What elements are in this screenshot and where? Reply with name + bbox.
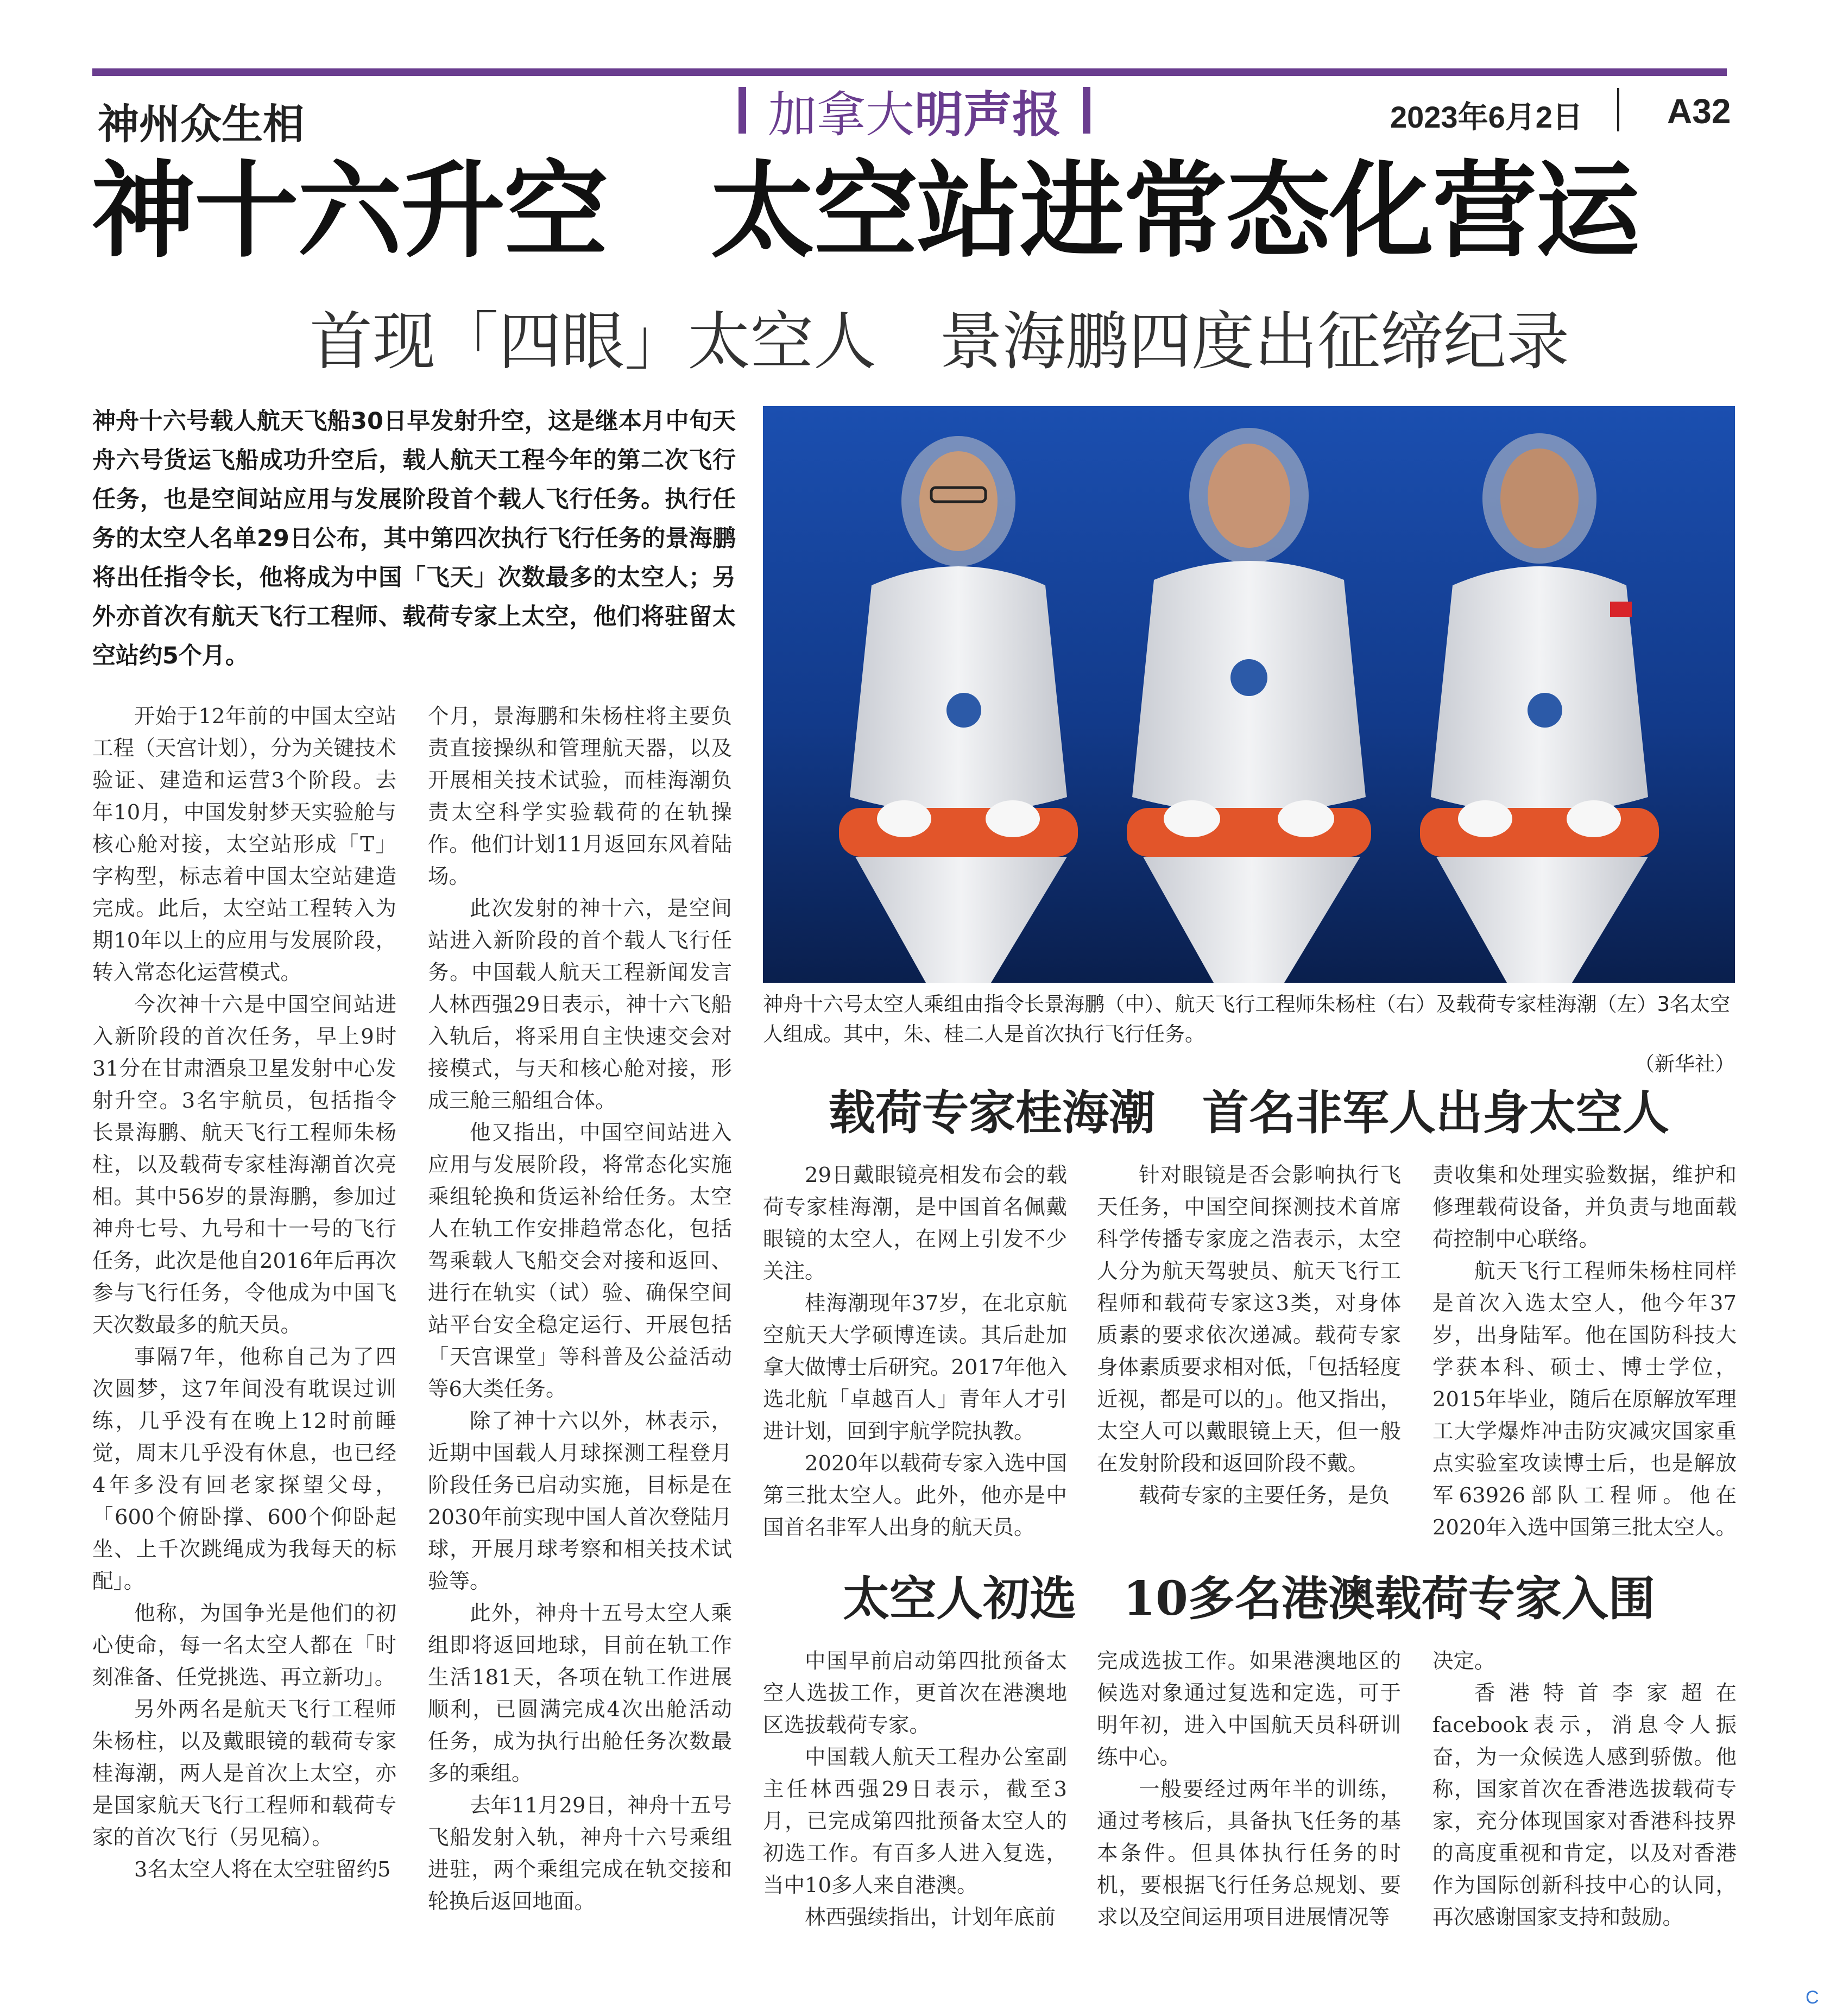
paragraph: 3名太空人将在太空驻留约5 <box>134 1857 391 1882</box>
paragraph: 2020年以载荷专家入选中国第三批太空人。此外，他亦是中国首名非军人出身的航天员。 <box>763 1451 1067 1540</box>
section-title: 神州众生相 <box>98 100 304 148</box>
main-story-column-1 <box>92 700 396 1949</box>
paragraph: 中国载人航天工程办公室副主任林西强29日表示，截至3月，已完成第四批预备太空人的初选工作。有百多人进入复选，当中10多人来自港澳。 <box>763 1745 1067 1898</box>
sub-headline: 首现「四眼」太空人 景海鹏四度出征缔纪录 <box>310 305 1569 378</box>
main-story-column-2 <box>428 700 732 1949</box>
caption-text: 神舟十六号太空人乘组由指令长景海鹏（中）、航天飞行工程师朱杨柱（右）及载荷专家桂海潮（左）3名太空人组成。其中，朱、桂二人是首次执行飞行任务。 <box>763 993 1731 1046</box>
paragraph: 今次神十六是中国空间站进入新阶段的首次任务，早上9时31分在甘肃酒泉卫星发射中心发射升空。3名宇航员，包括指令长景海鹏、航天飞行工程师朱杨柱，以及载荷专家桂海潮首次亮相。其中56岁的景海鹏，参加过神舟七号、九号和十一号的飞行任务，此次是他自2016年后再次参与飞行任务，令他成为中国飞天次数最多的航天员。 <box>92 993 396 1337</box>
paragraph: 中国早前启动第四批预备太空人选拔工作，更首次在港澳地区选拔载荷专家。 <box>763 1649 1067 1737</box>
paragraph: 航天飞行工程师朱杨柱同样是首次入选太空人，他今年37岁，出身陆军。他在国防科技大学获本科、硕士、博士学位，2015年毕业，随后在原解放军理工大学爆炸冲击防灾减灾国家重点实验室攻读博士后，也是解放军63926部队工程师。他在2020年入选中国第三批太空人。 <box>1432 1259 1737 1540</box>
story2-column-2 <box>1097 1159 1401 1556</box>
paragraph: 去年11月29日，神舟十五号飞船发射入轨，神舟十六号乘组进驻，两个乘组完成在轨交接和轮换后返回地面。 <box>428 1793 732 1914</box>
story3-headline: 太空人初选 10多名港澳载荷专家入围 <box>843 1571 1655 1626</box>
brand-prefix: 加拿大 <box>768 86 914 143</box>
photo-caption <box>763 989 1735 1079</box>
main-headline: 神十六升空 太空站进常态化营运 <box>91 151 1639 272</box>
paragraph: 此外，神舟十五号太空人乘组即将返回地球，目前在轨工作生活181天，各项在轨工作进展顺利，已圆满完成4次出舱活动任务，成为执行出舱任务次数最多的乘组。 <box>428 1601 732 1786</box>
paragraph: 载荷专家的主要任务，是负 <box>1139 1483 1390 1508</box>
paragraph: 一般要经过两年半的训练，通过考核后，具备执飞任务的基本条件。但具体执行任务的时机，要根据飞行任务总规划、要求以及空间运用项目进展情况等 <box>1097 1777 1401 1930</box>
story2-headline: 载荷专家桂海潮 首名非军人出身太空人 <box>829 1085 1669 1140</box>
astronaut-crew-photo <box>763 406 1735 983</box>
story3-column-1 <box>763 1645 1067 1971</box>
paragraph: 除了神十六以外，林表示，近期中国载人月球探测工程登月阶段任务已启动实施，目标是在2030年前实现中国人首次登陆月球，开展月球考察和相关技术试验等。 <box>428 1409 732 1594</box>
brand-bar-right <box>1083 87 1090 134</box>
paragraph: 桂海潮现年37岁，在北京航空航天大学硕博连读。其后赴加拿大做博士后研究。2017年他入选北航「卓越百人」青年人才引进计划，回到宇航学院执教。 <box>763 1291 1067 1444</box>
paragraph: 此次发射的神十六，是空间站进入新阶段的首个载人飞行任务。中国载人航天工程新闻发言人林西强29日表示，神十六飞船入轨后，将采用自主快速交会对接模式，与天和核心舱对接，形成三舱三船组合体。 <box>428 896 732 1113</box>
paragraph: 林西强续指出，计划年底前 <box>805 1905 1056 1930</box>
paragraph: 另外两名是航天飞行工程师朱杨柱，以及戴眼镜的载荷专家桂海潮，两人是首次上太空，亦是国家航天飞行工程师和载荷专家的首次飞行（另见稿）。 <box>92 1697 396 1850</box>
story3-column-2 <box>1097 1645 1401 1971</box>
paragraph: 开始于12年前的中国太空站工程（天宫计划），分为关键技术验证、建造和运营3个阶段。去年10月，中国发射梦天实验舱与核心舱对接，太空站形成「T」字构型，标志着中国太空站建造完成。此后，太空站工程转入为期10年以上的应用与发展阶段，转入常态化运营模式。 <box>92 704 396 985</box>
newspaper-brand <box>739 80 1090 143</box>
photo-illustration <box>763 406 1735 983</box>
paragraph: 决定。 <box>1432 1649 1495 1673</box>
paragraph: 他称，为国争光是他们的初心使命，每一名太空人都在「时刻准备、任党挑选、再立新功」。 <box>92 1601 396 1690</box>
brand-main: 明声报 <box>914 86 1061 143</box>
brand-name <box>768 75 1061 146</box>
photo-credit: （新华社） <box>1634 1052 1735 1076</box>
paragraph: 完成选拔工作。如果港澳地区的候选对象通过复选和定选，可于明年初，进入中国航天员科研训练中心。 <box>1097 1649 1401 1769</box>
page-number: A32 <box>1667 92 1731 131</box>
story2-column-3 <box>1432 1159 1737 1556</box>
paragraph: 他又指出，中国空间站进入应用与发展阶段，将常态化实施乘组轮换和货运补给任务。太空人在轨工作安排趋常态化，包括驾乘载人飞船交会对接和返回、进行在轨实（试）验、确保空间站平台安全稳定运行、开展包括「天宫课堂」等科普及公益活动等6大类任务。 <box>428 1121 732 1401</box>
masthead-divider <box>1617 88 1619 131</box>
lead-paragraph: 神舟十六号载人航天飞船30日早发射升空，这是继本月中旬天舟六号货运飞船成功升空后，载人航天工程今年的第二次飞行任务，也是空间站应用与发展阶段首个载人飞行任务。执行任务的太空人名单29日公布，其中第四次执行飞行任务的景海鹏将出任指令长，他将成为中国「飞天」次数最多的太空人；另外亦首次有航天飞行工程师、载荷专家上太空，他们将驻留太空站约5个月。 <box>92 408 736 669</box>
corner-mark: C <box>1806 1987 1819 2008</box>
brand-bar-left <box>739 87 746 134</box>
paragraph: 29日戴眼镜亮相发布会的载荷专家桂海潮，是中国首名佩戴眼镜的太空人，在网上引发不少关注。 <box>763 1163 1067 1284</box>
paragraph: 责收集和处理实验数据，维护和修理载荷设备，并负责与地面载荷控制中心联络。 <box>1432 1163 1737 1252</box>
paragraph: 个月，景海鹏和朱杨柱将主要负责直接操纵和管理航天器，以及开展相关技术试验，而桂海潮负责太空科学实验载荷的在轨操作。他们计划11月返回东风着陆场。 <box>428 704 732 889</box>
paragraph: 事隔7年，他称自己为了四次圆梦，这7年间没有耽误过训练，几乎没有在晚上12时前睡觉，周末几乎没有休息，也已经4年多没有回老家探望父母，「600个俯卧撑、600个仰卧起坐、上千次跳绳成为我每天的标配」。 <box>92 1345 396 1594</box>
story2-column-1 <box>763 1159 1067 1556</box>
paragraph: 针对眼镜是否会影响执行飞天任务，中国空间探测技术首席科学传播专家庞之浩表示，太空人分为航天驾驶员、航天飞行工程师和载荷专家这3类，对身体质素的要求依次递减。载荷专家身体素质要求相对低，「包括轻度近视，都是可以的」。他又指出，太空人可以戴眼镜上天，但一般在发射阶段和返回阶段不戴。 <box>1097 1163 1401 1476</box>
paragraph: 香港特首李家超在facebook表示，消息令人振奋，为一众候选人感到骄傲。他称，国家首次在香港选拔载荷专家，充分体现国家对香港科技界的高度重视和肯定，以及对香港作为国际创新科技中心的认同，再次感谢国家支持和鼓励。 <box>1432 1681 1737 1930</box>
story3-column-3 <box>1432 1645 1737 1971</box>
issue-date: 2023年6月2日 <box>1390 100 1583 134</box>
